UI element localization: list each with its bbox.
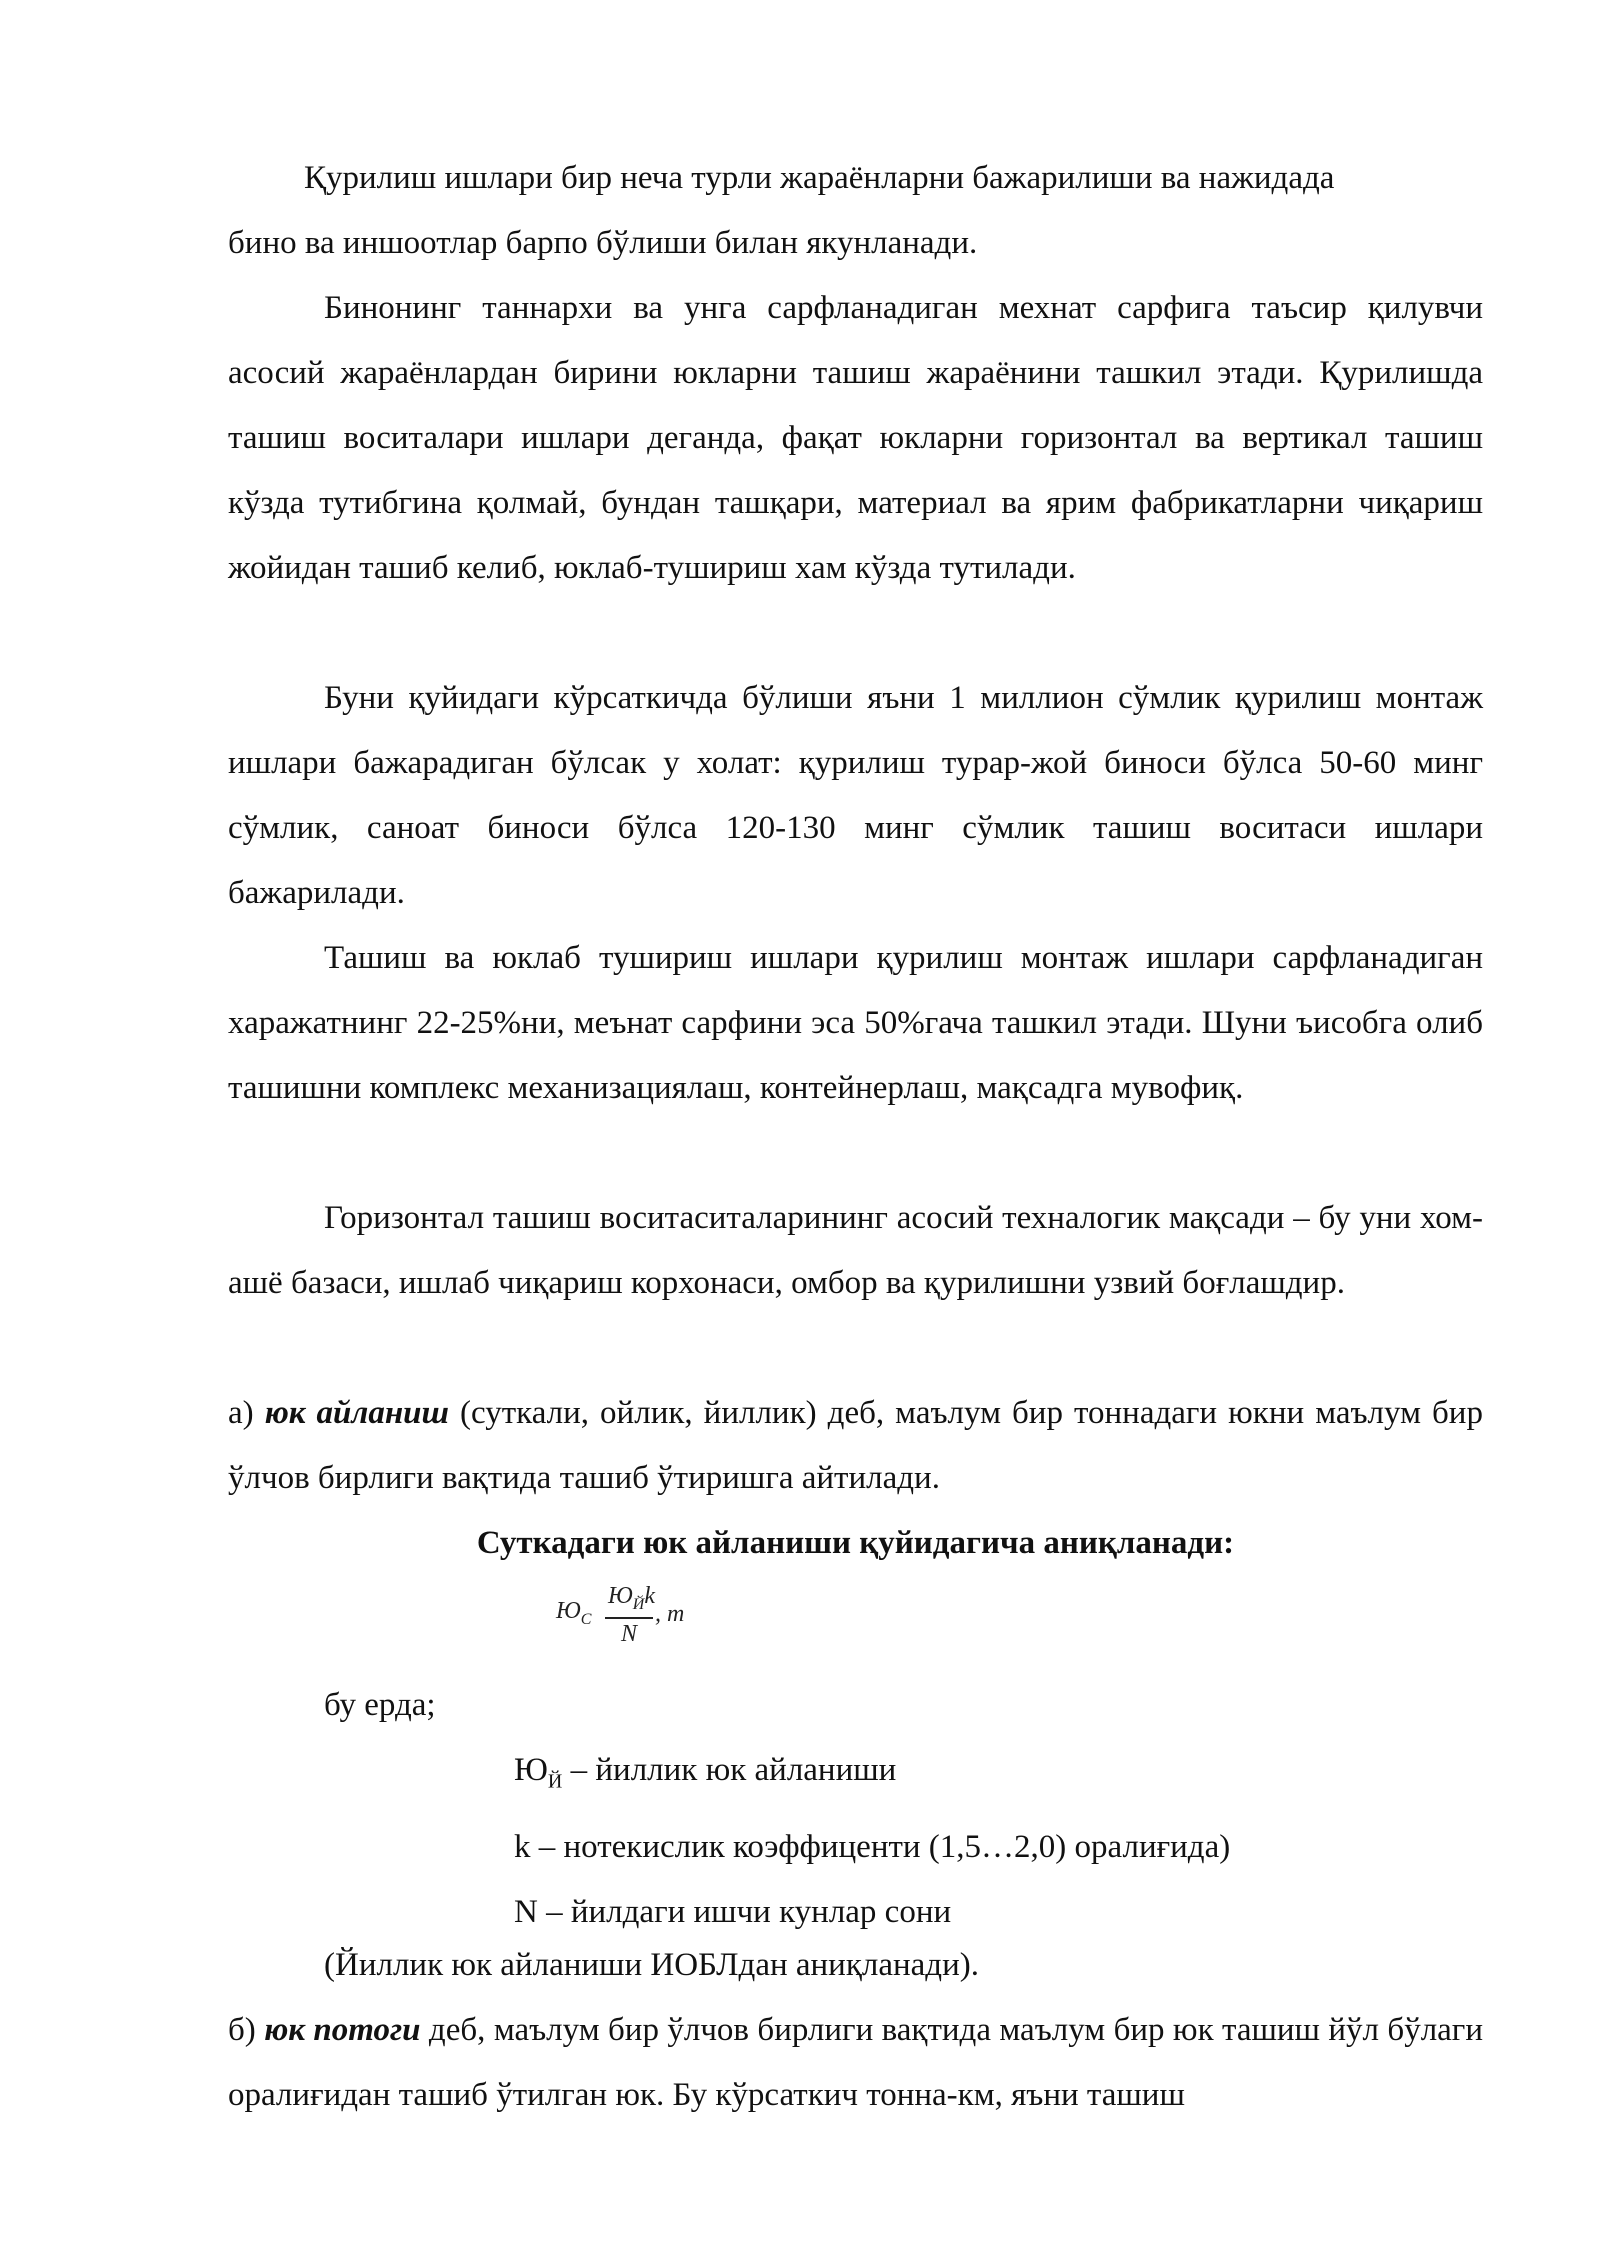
paragraph-7-rest: деб, маълум бир ўлчов бирлиги вақтида маълум бир юк ташиш йўл бўлаги оралиғидан ташиб ўтилган юк. Бу кўрсаткич тонна-км, яъни ташиш [228,2012,1484,2113]
definition-item: $Ю_Й$ – йиллик юк айланиши [514,1752,897,1793]
section-heading: Суткадаги юк айланиши қуйидагича аниқланади: [476,1525,1235,1561]
paragraph-3-text: Буни қуйидаги кўрсаткичда бўлиши яъни 1 миллион сўмлик қурилиш монтаж ишлари бажарадиган бўлсак у холат: қурилиш турар-жой биноси бўлса 50-60 минг сўмлик, саноат биноси бўлса 120-130 минг сўмлик ташиш воситаси ишлари бажарилади. [228,680,1483,911]
paragraph-4-text: Ташиш ва юклаб тушириш ишлари қурилиш монтаж ишлари сарфланадиган харажатнинг 22-25%ни, меънат сарфини эса 50%гача ташкил этади. Шуни ъисобга олиб ташишни комплекс механизациялаш, контейнерлаш, мақсадга мувофиқ. [228,940,1483,1106]
definitions-list [228,1738,1483,1945]
paragraph-7 [228,1998,1483,2128]
fraction-bar [605,1617,653,1619]
paragraph-5 [228,1186,1483,1316]
note-text: (Йиллик юк айланиши ИОБЛдан аниқланади). [324,1947,979,1983]
term-yuk-aylanish: юк айланиш [264,1395,449,1431]
formula-denominator: N [621,1621,638,1647]
note-block [228,1933,1483,1998]
heading-block [228,1511,1483,1576]
list-marker-a: а) [228,1395,265,1431]
paragraph-2 [228,276,1483,601]
paragraph-3 [228,666,1483,926]
list-marker-b: б) [228,2012,265,2048]
paragraph-5-text: Горизонтал ташиш воситаситаларининг асосий техналогик мақсади – бу уни хом-ашё базаси, ишлаб чиқариш корхонаси, омбор ва қурилишни узвий боғлашдир. [228,1200,1483,1301]
paragraph-6 [228,1381,1483,1511]
formula-lhs: $Ю_С$ [556,1598,592,1628]
paragraph-7-text [228,1998,1483,2128]
definition-item: k – нотекислик коэффиценти (1,5…2,0) оралиғида) [514,1828,1231,1865]
paragraph-2-text: Бинонинг таннархи ва унга сарфланадиган мехнат сарфига таъсир қилувчи асосий жараёнлардан бирини юкларни ташиш жараёнини ташкил этади. Қурилишда ташиш воситалари ишлари деганда, фақат юкларни горизонтал ва вертикал ташиш кўзда тутибгина қолмай, бундан ташқари, материал ва ярим фабрикатларни чиқариш жойидан ташиб келиб, юклаб-тушириш хам кўзда тутилади. [228,290,1483,586]
paragraph-1-line-2: бино ва иншоотлар барпо бўлиши билан якунланади. [228,225,978,261]
paragraph-6-rest: (суткали, ойлик, йиллик) деб, маълум бир тоннадаги юкни маълум бир ўлчов бирлиги вақтида ташиб ўтиришга айтилади. [228,1395,1483,1496]
formula-numerator: $Ю_Йk$ [608,1583,655,1613]
paragraph-1 [228,146,1483,276]
paragraph-6-text [228,1381,1483,1511]
formula-unit: , т [655,1601,685,1627]
paragraph-4 [228,926,1483,1121]
where-block [228,1673,1483,1738]
definition-item: N – йилдаги ишчи кунлар сони [514,1893,952,1930]
paragraph-1-line-1: Қурилиш ишлари бир неча турли жараёнларни бажарилиши ва нажидада [304,160,1335,196]
term-yuk-potogi: юк потоги [264,2012,421,2048]
where-label: бу ерда; [324,1687,436,1723]
